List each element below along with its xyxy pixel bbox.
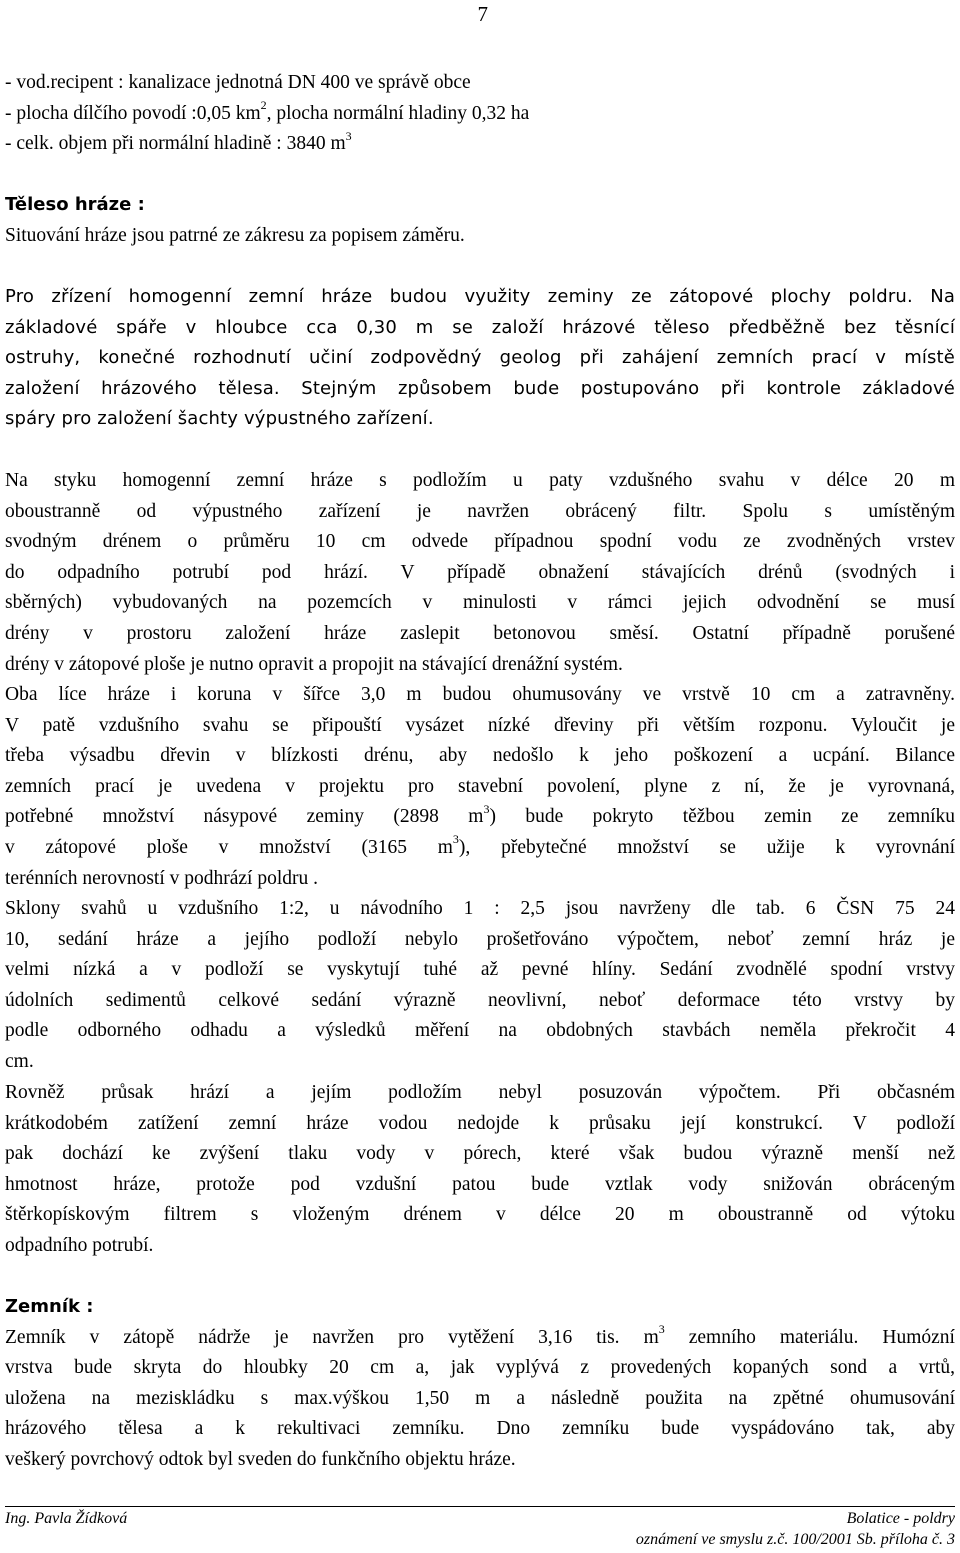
text-line: sběrných) vybudovaných na pozemcích v minulosti v rámci jejich odvodnění se musí xyxy=(5,592,955,614)
text-line: drény v prostoru založení hráze zaslepit betonovou směsí. Ostatní případně porušené xyxy=(5,622,955,644)
text-line: do odpadního potrubí pod hrází. V případě obnažení stávajících drénů (svodných i xyxy=(5,561,955,583)
text-line: údolních sedimentů celkové sedání výrazně neovlivní, neboť deformace této vrstvy by xyxy=(5,989,955,1011)
intro-line: - vod.recipent : kanalizace jednotná DN 400 ve správě obce xyxy=(5,72,471,93)
text-line: Sklony svahů u vzdušního 1:2, u návodního 1 : 2,5 jsou navrženy dle tab. 6 ČSN 75 24 xyxy=(5,898,955,919)
zemnik-section xyxy=(5,1292,955,1476)
section-heading: Zemník : xyxy=(5,1296,94,1317)
text-line: Pro zřízení homogenní zemní hráze budou využity zeminy ze zátopové plochy poldru. Na xyxy=(5,286,955,307)
paragraph-4 xyxy=(5,894,955,1078)
text-line: odpadního potrubí. xyxy=(5,1234,154,1256)
text-line: Zemník v zátopě nádrže je navržen pro vytěžení 3,16 tis. $m^3$ zemního materiálu. Humózní xyxy=(5,1322,955,1348)
footer-author: Ing. Pavla Žídková xyxy=(5,1510,128,1527)
text-line: 10, sedání hráze a jejího podloží nebylo prošetřováno výpočtem, neboť zemní hráz je xyxy=(5,928,955,950)
text-line: v zátopové ploše v množství (3165 $m^3$), přebytečné množství se užije k vyrovnání xyxy=(5,832,955,858)
text-line: velmi nízká a v podloží se vyskytují tuhé až pevné hlíny. Sedání zvodnělé spodní vrstvy xyxy=(5,959,955,981)
text-line: hmotnost hráze, protože pod vzdušní patou bude vztlak vody snižován obráceným xyxy=(5,1173,955,1195)
text-line: Na styku homogenní zemní hráze s podložím u paty vzdušného svahu v délce 20 m xyxy=(5,470,955,491)
paragraph-1 xyxy=(5,282,955,435)
text-line: základové spáře v hloubce cca 0,30 m se založí hrázové těleso předběžně bez těsnící xyxy=(5,316,955,338)
text-line: drény v zátopové ploše je nutno opravit a propojit na stávající drenážní systém. xyxy=(5,653,623,675)
text-line: vrstva bude skryta do hloubky 20 cm a, jak vyplývá z provedených kopaných sond a vrtů, xyxy=(5,1357,955,1379)
intro-block xyxy=(5,68,955,160)
text-line: oboustranně od výpustného zařízení je navržen obrácený filtr. Spolu s umístěným xyxy=(5,500,955,522)
text-line: potřebné množství násypové zeminy (2898 $m^3$) bude pokryto těžbou zemin ze zemníku xyxy=(5,801,955,828)
text-line: hrázového tělesa a k rekultivaci zemníku. Dno zemníku bude vyspádováno tak, aby xyxy=(5,1418,955,1440)
page-number: 7 xyxy=(477,2,488,26)
teleso-line: Situování hráze jsou patrné ze zákresu za popisem záměru. xyxy=(5,224,465,246)
text-line: třeba výsadbu dřevin v blízkosti drénu, aby nedošlo k jeho poškození a ucpání. Bilance xyxy=(5,745,955,767)
text-line: terénních nerovností v podhrází poldru . xyxy=(5,867,318,889)
text-line: cm. xyxy=(5,1050,34,1072)
paragraph-2 xyxy=(5,466,955,680)
text-line: svodným drénem o průměru 10 cm odvede případnou spodní vodu ze zvodněných vrstev xyxy=(5,531,955,553)
section-heading: Těleso hráze : xyxy=(5,194,145,215)
text-line: pak dochází ke zvýšení tlaku vody v pórech, které však budou výrazně menší než xyxy=(5,1143,955,1165)
text-line: veškerý povrchový odtok byl sveden do funkčního objektu hráze. xyxy=(5,1448,516,1470)
text-line: podle odborného odhadu a výsledků měření na obdobných stavbách neměla překročit 4 xyxy=(5,1020,955,1042)
footer-note: oznámení ve smyslu z.č. 100/2001 Sb. příloha č. 3 xyxy=(635,1531,955,1548)
text-line: krátkodobém zatížení zemní hráze vodou nedojde k průsaku její konstrukcí. V podloží xyxy=(5,1112,955,1134)
paragraph-3 xyxy=(5,680,955,894)
teleso-section xyxy=(5,190,955,251)
text-line: uložena na meziskládku s max.výškou 1,50 m a následně použita na zpětné ohumusování xyxy=(5,1387,955,1409)
intro-line: - plocha dílčího povodí :0,05 $km^2$, plocha normální hladiny 0,32 ha xyxy=(5,98,530,124)
text-line: štěrkopískovým filtrem s vloženým drénem v délce 20 m oboustranně od výtoku xyxy=(5,1204,955,1226)
text-line: Oba líce hráze i koruna v šířce 3,0 m budou ohumusovány ve vrstvě 10 cm a zatravněny. xyxy=(5,684,955,705)
text-line: ostruhy, konečné rozhodnutí učiní zodpovědný geolog při zahájení zemních prací v místě xyxy=(5,347,955,369)
text-line: zemních prací je uvedena v projektu pro stavební povolení, plyne z ní, že je vyrovnaná, xyxy=(5,775,955,797)
text-line: Rovněž průsak hrází a jejím podložím nebyl posuzován výpočtem. Při občasném xyxy=(5,1082,955,1103)
text-line: spáry pro založení šachty výpustného zařízení. xyxy=(5,408,434,430)
text-line: založení hrázového tělesa. Stejným způsobem bude postupováno při kontrole základové xyxy=(5,377,955,399)
paragraph-5 xyxy=(5,1078,955,1262)
footer-project: Bolatice - poldry xyxy=(846,1510,955,1527)
footer-divider xyxy=(5,1506,955,1507)
text-line: V patě vzdušního svahu se připouští vysázet nízké dřeviny při větším rozponu. Vyloučit je xyxy=(5,714,955,736)
intro-line: - celk. objem při normální hladině : 3840 $m^3$ xyxy=(5,128,352,155)
